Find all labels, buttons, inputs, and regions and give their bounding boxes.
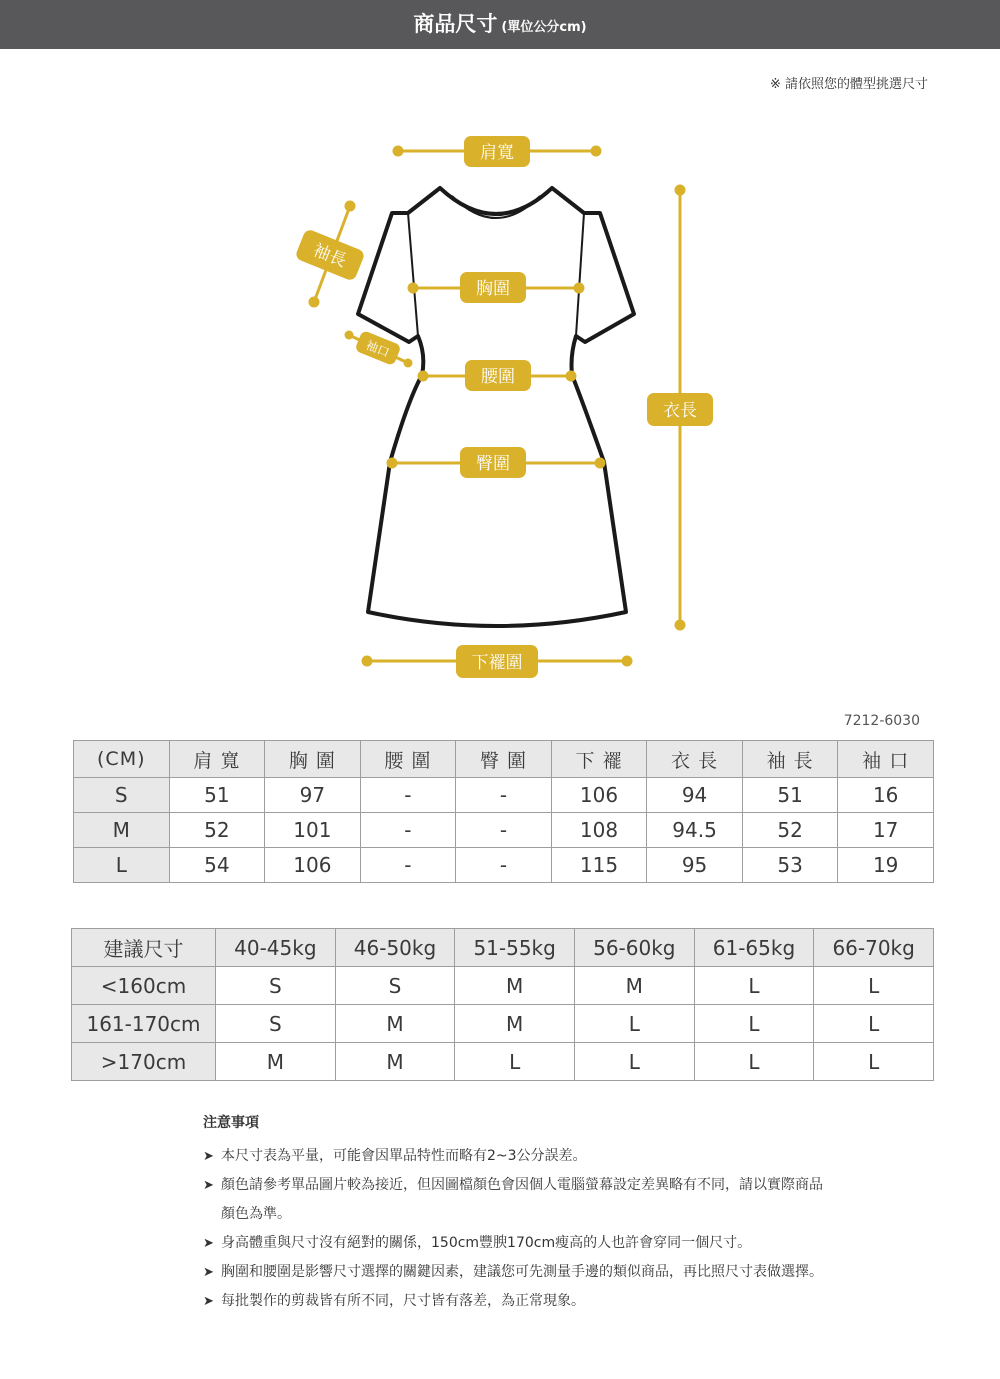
size-advice-note: ※ 請依照您的體型挑選尺寸 (769, 77, 928, 92)
table-cell: - (456, 848, 552, 883)
note-item (203, 1287, 823, 1316)
label-cuff: 袖口 (363, 337, 392, 360)
product-code: 7212-6030 (843, 713, 920, 729)
note-text: 顏色請參考單品圖片較為接近，但因圖檔顏色會因個人電腦螢幕設定差異略有不同，請以實際商品顏色為準。 (221, 1177, 823, 1222)
table-cell: - (456, 778, 552, 813)
table-cell: 52 (742, 813, 838, 848)
size-col-header: 衣 長 (647, 741, 743, 778)
rec-table-header-row (72, 929, 934, 967)
table-cell: 95 (647, 848, 743, 883)
arrow-icon: ➤ (203, 1149, 214, 1164)
note-item (203, 1171, 823, 1229)
notes-title: 注意事項 (203, 1115, 259, 1131)
rec-col-header: 51-55kg (455, 929, 575, 967)
table-cell: L (694, 1043, 814, 1081)
table-cell: L (574, 1043, 694, 1081)
note-text: 身高體重與尺寸沒有絕對的關係，150cm豐腴170cm瘦高的人也許會穿同一個尺寸。 (221, 1235, 752, 1251)
size-label: M (74, 813, 170, 848)
note-text: 胸圍和腰圍是影響尺寸選擇的關鍵因素，建議您可先測量手邊的類似商品，再比照尺寸表做選擇。 (221, 1264, 823, 1280)
label-shoulder: 肩寬 (480, 143, 514, 163)
height-label: <160cm (72, 967, 216, 1005)
table-cell: - (360, 848, 456, 883)
label-hem: 下襬圍 (471, 653, 523, 673)
size-table-header-row (74, 741, 934, 778)
table-cell: 94.5 (647, 813, 743, 848)
note-text: 本尺寸表為平量，可能會因單品特性而略有2~3公分誤差。 (221, 1148, 587, 1164)
table-cell: S (216, 967, 336, 1005)
table-row (74, 848, 934, 883)
table-cell: M (455, 1005, 575, 1043)
rec-col-header: 40-45kg (216, 929, 336, 967)
table-cell: L (694, 1005, 814, 1043)
table-cell: L (694, 967, 814, 1005)
note-text: 每批製作的剪裁皆有所不同，尺寸皆有落差，為正常現象。 (221, 1293, 585, 1309)
size-label: L (74, 848, 170, 883)
table-cell: L (814, 967, 934, 1005)
arrow-icon: ➤ (203, 1265, 214, 1280)
note-item (203, 1258, 823, 1287)
table-cell: - (360, 813, 456, 848)
size-label: S (74, 778, 170, 813)
table-cell: 106 (551, 778, 647, 813)
header-title: 商品尺寸 (413, 12, 498, 36)
table-row (74, 813, 934, 848)
recommended-size-table (71, 928, 934, 1081)
table-cell: 106 (265, 848, 361, 883)
table-row (74, 778, 934, 813)
size-col-header: 胸 圍 (265, 741, 361, 778)
table-cell: M (455, 967, 575, 1005)
table-cell: L (455, 1043, 575, 1081)
rec-col-header: 46-50kg (335, 929, 455, 967)
table-cell: 101 (265, 813, 361, 848)
arrow-icon: ➤ (203, 1178, 214, 1193)
table-cell: 54 (169, 848, 265, 883)
size-col-header: 袖 長 (742, 741, 838, 778)
table-cell: M (335, 1005, 455, 1043)
height-label: 161-170cm (72, 1005, 216, 1043)
table-cell: - (360, 778, 456, 813)
table-cell: 17 (838, 813, 934, 848)
size-col-header: 下 襬 (551, 741, 647, 778)
note-item (203, 1229, 823, 1258)
table-cell: L (814, 1005, 934, 1043)
table-cell: 94 (647, 778, 743, 813)
arrow-icon: ➤ (203, 1236, 214, 1251)
table-cell: 53 (742, 848, 838, 883)
height-label: >170cm (72, 1043, 216, 1081)
rec-col-header: 61-65kg (694, 929, 814, 967)
table-cell: L (574, 1005, 694, 1043)
table-cell: L (814, 1043, 934, 1081)
table-cell: M (216, 1043, 336, 1081)
size-col-header: 腰 圍 (360, 741, 456, 778)
table-row (72, 1005, 934, 1043)
page-header (0, 0, 1000, 49)
size-table (73, 740, 934, 883)
label-waist: 腰圍 (481, 367, 515, 387)
rec-col-header: 56-60kg (574, 929, 694, 967)
size-col-header: 臀 圍 (456, 741, 552, 778)
table-cell: 19 (838, 848, 934, 883)
dress-measurement-diagram (0, 110, 1000, 685)
label-chest: 胸圍 (476, 279, 510, 299)
notes-section (203, 1112, 823, 1316)
size-col-header: 袖 口 (838, 741, 934, 778)
dress-outline (358, 188, 634, 626)
table-row (72, 967, 934, 1005)
rec-col-header: 建議尺寸 (72, 929, 216, 967)
label-length: 衣長 (663, 401, 697, 421)
table-cell: 51 (742, 778, 838, 813)
size-col-header: (CM) (74, 741, 170, 778)
header-subtitle: (單位公分cm) (501, 20, 587, 35)
label-hip: 臀圍 (476, 454, 510, 474)
table-row (72, 1043, 934, 1081)
table-cell: 115 (551, 848, 647, 883)
table-cell: S (335, 967, 455, 1005)
table-cell: M (574, 967, 694, 1005)
rec-col-header: 66-70kg (814, 929, 934, 967)
label-sleeve-length: 袖長 (310, 240, 350, 272)
table-cell: 51 (169, 778, 265, 813)
table-cell: 52 (169, 813, 265, 848)
table-cell: - (456, 813, 552, 848)
table-cell: S (216, 1005, 336, 1043)
table-cell: M (335, 1043, 455, 1081)
table-cell: 97 (265, 778, 361, 813)
arrow-icon: ➤ (203, 1294, 214, 1309)
table-cell: 108 (551, 813, 647, 848)
note-item (203, 1142, 823, 1171)
table-cell: 16 (838, 778, 934, 813)
size-col-header: 肩 寬 (169, 741, 265, 778)
